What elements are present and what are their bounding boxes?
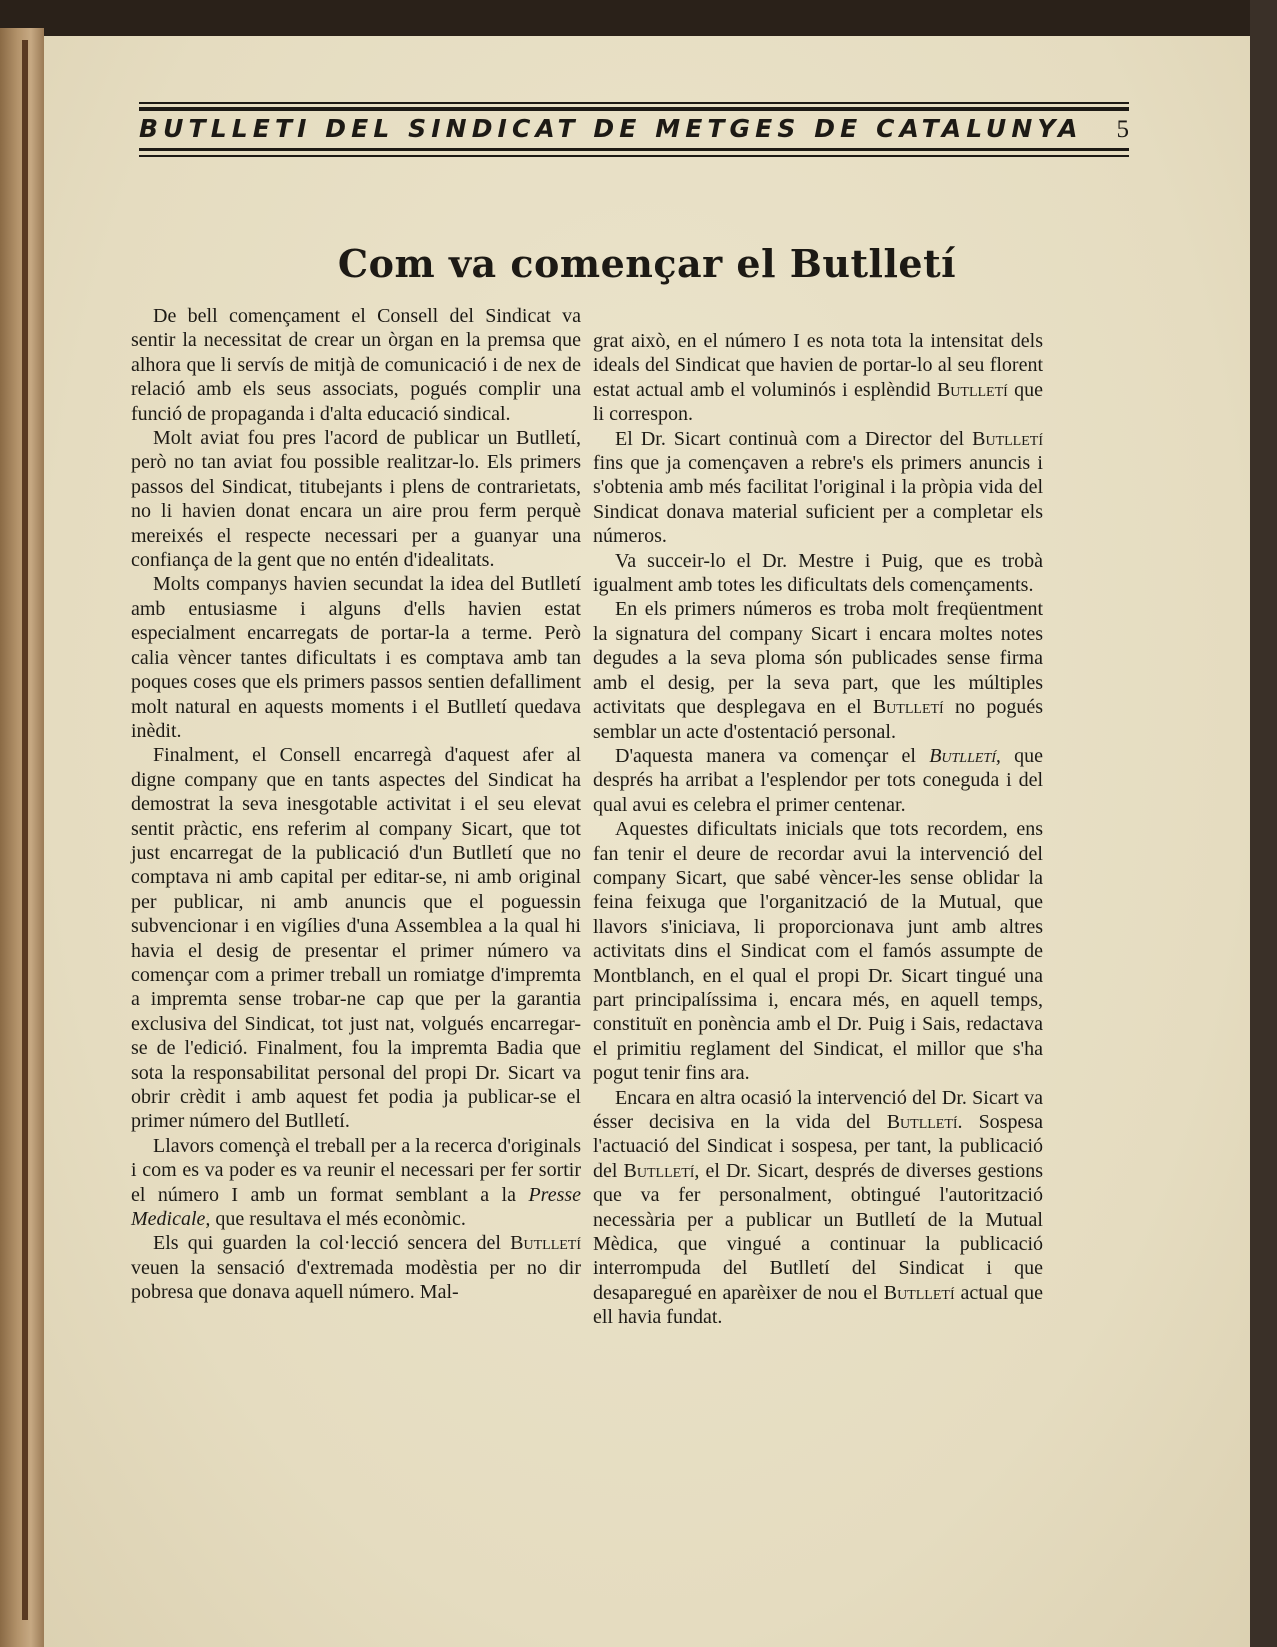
- text-run: grat això, en el número I es nota tota la intensitat dels ideals del Sindicat que havien de portar-lo al seu florent estat actual amb el voluminós i esplèndid: [593, 330, 1043, 401]
- paragraph: [131, 1231, 581, 1304]
- publication-name: Butlletí: [510, 1232, 582, 1255]
- text-column-left: [131, 304, 581, 1305]
- text-run: que resultava el més econòmic.: [215, 1208, 466, 1231]
- text-run: Els qui guarden la col·lecció sencera del: [153, 1232, 501, 1255]
- text-run: actual que ell havia fundat.: [593, 1281, 1044, 1329]
- paragraph: Molts companys havien secundat la idea del Butlletí amb entusiasme i alguns d'ells havien estat especialment encarregats de portar-la a terme. Però calia vèncer tantes dificultats i es comptava amb tan poques coses que els primers passos sentien defalliment molt natural en aquests moments i el Butlletí quedava inèdit.: [131, 573, 581, 742]
- text-run: Encara en altra ocasió la intervenció del Dr. Sicart va ésser decisiva en la vida del: [593, 1086, 1043, 1133]
- text-run: Sospesa l'actuació del Sindicat i sospesa, per tant, la publicació del: [593, 1111, 1044, 1182]
- text-column-right: [593, 329, 1043, 1330]
- paragraph: Molt aviat fou pres l'acord de publicar un Butlletí, però no tan aviat fou possible realitzar-lo. Els primers passos del Sindicat, titubejants i plens de contrarietats, no li havien donat encara un aire prou ferm perquè mereixés el respecte necessari per a guanyar una confiança de la gent que no entén d'idealitats.: [131, 427, 581, 572]
- text-run: que després ha arribat a l'esplendor per tots coneguda i del qual avui es celebra el primer centenar.: [593, 744, 1044, 816]
- article-title: Com va començar el Butlletí: [337, 241, 957, 286]
- text-run: veuen la sensació d'extremada modèstia per no dir pobresa que donava aquell número. Mal-: [131, 1256, 581, 1304]
- scan-border: [1250, 0, 1277, 1647]
- publication-name: Butlletí: [936, 378, 1008, 401]
- publication-name: Butlletí: [872, 696, 944, 719]
- text-run: fins que ja començaven a rebre's els primers anuncis i s'obtenia amb més facilitat l'original i la pròpia vida del Sindicat donava material suficient per a completar els números.: [593, 452, 1043, 548]
- header-rule: [139, 102, 1129, 104]
- paragraph: [131, 1134, 581, 1232]
- paragraph: [593, 1086, 1043, 1330]
- header-rule: [139, 155, 1129, 157]
- publication-name: Butlletí,: [929, 744, 1001, 767]
- journal-citation: Presse Medicale,: [131, 1183, 582, 1231]
- text-run: el Dr. Sicart, després de diverses gestions que va fer personalment, obtingué l'autorització necessària per a publicar un Butlletí de la Mutual Mèdica, que vingué a continuar la publicació interrompuda del Butlletí del Sindicat i que desaparegué en aparèixer de nou el: [593, 1159, 1044, 1304]
- header-rule: [139, 107, 1129, 111]
- paragraph: De bell començament el Consell del Sindicat va sentir la necessitat de crear un òrgan en la premsa que alhora que li servís de mitjà de comunicació i de nex de relació amb els seus associats, pogués complir una funció de propaganda i d'alta educació sindical.: [131, 305, 581, 425]
- text-run: Llavors començà el treball per a la recerca d'originals i com es va poder es va reunir el necessari per fer sortir el número I amb un format semblant a la: [131, 1134, 581, 1206]
- paragraph: [593, 427, 1043, 549]
- journal-page: [44, 36, 1250, 1647]
- text-run: no pogués semblar un acte d'ostentació personal.: [593, 696, 1044, 743]
- publication-name: Butlletí.: [886, 1111, 963, 1133]
- paragraph: [593, 597, 1043, 743]
- paragraph: Finalment, el Consell encarregà d'aquest afer al digne company que en tants aspectes del Sindicat ha demostrat la seva inesgotable activitat i el seu elevat sentit pràctic, ens referim al company Sicart, que tot just encarregat de la publicació d'un Butlletí que no comptava ni amb capital per editar-se, ni amb original per publicar, ni amb anuncis que el poguessin subvencionar i en vigílies d'una Assemblea a la qual hi havia el desig de presentar el primer número va començar com a primer treball un romiatge d'impremta a impremta sense trobar-ne cap que per la garantia exclusiva del Sindicat, tot just nat, volgués encarregar-se de l'edició. Finalment, fou la impremta Badia que sota la responsabilitat personal del propi Dr. Sicart va obrir crèdit i amb aquest fet podia ja publicar-se el primer número del Butlletí.: [131, 744, 581, 1133]
- paragraph: Aquestes dificultats inicials que tots recordem, ens fan tenir el deure de recordar avui la intervenció del company Sicart, que sabé vèncer-les sense oblidar la feina feixuga que l'organització de la Mutual, que llavors s'iniciava, li proporcionava junt amb altres activitats dins el Sindicat com el famós assumpte de Montblanch, en el qual el propi Dr. Sicart tingué una part principalíssima i, encara més, en aquell temps, constituït en ponència amb el Dr. Puig i Sais, redactava el primitiu reglament del Sindicat, el millor que s'ha pogut tenir fins ara.: [593, 818, 1043, 1085]
- paragraph: Va succeir-lo el Dr. Mestre i Puig, que es trobà igualment amb totes les dificultats dels començaments.: [593, 549, 1043, 597]
- text-run: que li correspon.: [593, 378, 1044, 426]
- publication-name: Butlletí,: [623, 1159, 700, 1182]
- text-run: El Dr. Sicart continuà com a Director del: [615, 427, 965, 450]
- paragraph: [593, 744, 1043, 817]
- publication-name: Butlletí: [972, 427, 1043, 450]
- binding-spine: [22, 40, 28, 1620]
- publication-name: Butlletí: [883, 1281, 955, 1304]
- text-run: D'aquesta manera va començar el: [615, 744, 916, 767]
- header-rule: [139, 148, 1129, 151]
- page-number: 5: [1116, 116, 1129, 143]
- journal-title: BUTLLETI DEL SINDICAT DE METGES DE CATALUNYA: [139, 114, 1083, 143]
- text-run: En els primers números es troba molt freqüentment la signatura del company Sicart i encara moltes notes degudes a la seva ploma són publicades sense firma amb el desig, per la seva part, que les múltiples activitats que desplegava en el: [593, 598, 1043, 719]
- paragraph: [593, 329, 1043, 427]
